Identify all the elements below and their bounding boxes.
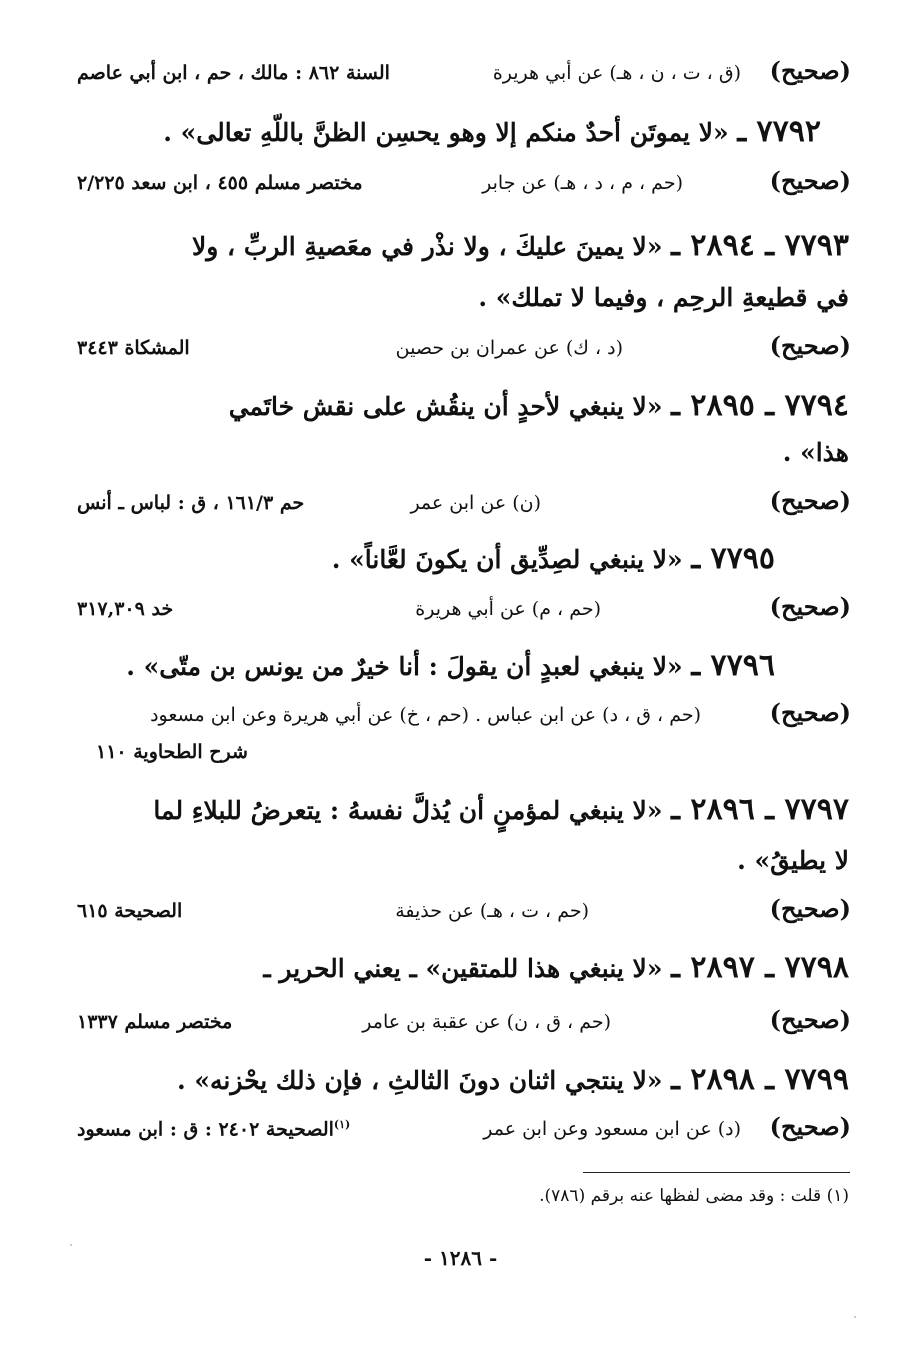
scan-speck xyxy=(70,1244,72,1246)
hadith-number: ٧٧٩٤ ـ ٢٨٩٥ ـ xyxy=(671,388,849,423)
hadith-entry xyxy=(89,228,849,263)
hadith-text: «لا يمينَ عليكَ ، ولا نذْر في معَصيةِ الربِّ ، ولا xyxy=(192,232,663,261)
footnote-marker: (١) xyxy=(333,1118,351,1131)
grade-label: (صحيح) xyxy=(769,486,851,515)
hadith-number: ٧٧٩٦ ـ xyxy=(691,648,775,683)
hadith-entry xyxy=(163,114,821,149)
source-references: خد ٣١٧,٣٠٩ xyxy=(77,598,174,620)
source-collectors: (د ، ك) عن عمران بن حصين xyxy=(395,337,623,359)
hadith-text-continuation: لا يطيقُ» . xyxy=(737,846,849,875)
grade-label: (صحيح) xyxy=(769,592,851,621)
hadith-text: «لا يموتَن أحدٌ منكم إلا وهو يحسِن الظنَّ باللّهِ تعالى» . xyxy=(163,118,729,147)
source-references: الصحيحة ٦١٥ xyxy=(77,900,183,922)
hadith-number: ٧٧٩٩ ـ ٢٨٩٨ ـ xyxy=(671,1062,849,1097)
source-collectors: (حم ، م) عن أبي هريرة xyxy=(415,598,601,620)
source-references: السنة ٨٦٢ : مالك ، حم ، ابن أبي عاصم xyxy=(77,62,390,84)
grade-label: (صحيح) xyxy=(769,698,851,727)
hadith-entry xyxy=(177,1062,849,1097)
source-collectors: (حم ، ت ، هـ) عن حذيفة xyxy=(395,900,589,922)
hadith-number: ٧٧٩٧ ـ ٢٨٩٦ ـ xyxy=(671,792,849,827)
grade-label: (صحيح) xyxy=(769,1005,851,1034)
source-references: مختصر مسلم ١٣٣٧ xyxy=(77,1011,233,1033)
grade-label: (صحيح) xyxy=(769,1112,851,1141)
hadith-text: «لا ينبغي هذا للمتقين» ـ يعني الحرير ـ xyxy=(263,954,663,983)
source-references: حم ١٦١/٣ ، ق : لباس ـ أنس xyxy=(77,492,305,514)
source-collectors: (ق ، ت ، ن ، هـ) عن أبي هريرة xyxy=(492,62,741,84)
footnote-divider xyxy=(583,1172,850,1173)
grade-label: (صحيح) xyxy=(769,894,851,923)
hadith-number: ٧٧٩٢ ـ xyxy=(737,114,821,149)
hadith-entry xyxy=(263,950,849,985)
source-references: شرح الطحاوية ١١٠ xyxy=(96,741,248,763)
hadith-number: ٧٧٩٥ ـ xyxy=(691,541,775,576)
hadith-entry xyxy=(89,792,849,827)
scan-speck xyxy=(854,1316,856,1318)
hadith-text: «لا ينبغي لعبدٍ أن يقولَ : أنا خيرٌ من يونس بن متّى» . xyxy=(126,652,683,681)
hadith-entry xyxy=(332,541,775,576)
source-collectors: (د) عن ابن مسعود وعن ابن عمر xyxy=(483,1118,741,1140)
grade-label: (صحيح) xyxy=(769,331,851,360)
source-collectors: (حم ، ق ، ن) عن عقبة بن عامر xyxy=(362,1011,611,1033)
source-references: $^{(١)}$الصحيحة ٢٤٠٢ : ق : ابن مسعود xyxy=(77,1118,351,1141)
source-collectors: (ن) عن ابن عمر xyxy=(410,492,541,514)
page-number: - ١٢٨٦ - xyxy=(423,1246,498,1270)
hadith-text: «لا ينبغي لأحدٍ أن ينقُش على نقش خاتَمي xyxy=(228,392,663,421)
hadith-text: «لا ينبغي لمؤمنٍ أن يُذلَّ نفسهُ : يتعرضُ للبلاءِ لما xyxy=(153,796,663,825)
source-references: مختصر مسلم ٤٥٥ ، ابن سعد ٢/٢٢٥ xyxy=(77,172,363,194)
hadith-number: ٧٧٩٣ ـ ٢٨٩٤ ـ xyxy=(671,228,849,263)
hadith-number: ٧٧٩٨ ـ ٢٨٩٧ ـ xyxy=(671,950,849,985)
hadith-entry xyxy=(126,648,775,683)
hadith-entry xyxy=(89,388,849,423)
source-collectors: (حم ، ق ، د) عن ابن عباس . (حم ، خ) عن أبي هريرة وعن ابن مسعود xyxy=(150,704,701,726)
source-collectors: (حم ، م ، د ، هـ) عن جابر xyxy=(482,172,683,194)
grade-label: (صحيح) xyxy=(769,166,851,195)
hadith-text: «لا ينتجي اثنان دونَ الثالثِ ، فإن ذلك يحْزنه» . xyxy=(176,1066,663,1095)
source-references: المشكاة ٣٤٤٣ xyxy=(77,337,190,359)
hadith-text: «لا ينبغي لصِدِّيق أن يكونَ لعَّاناً» . xyxy=(331,545,683,574)
footnote-text: (١) قلت : وقد مضى لفظها عنه برقم (٧٨٦). xyxy=(539,1186,849,1206)
grade-label: (صحيح) xyxy=(769,56,851,85)
hadith-text-continuation: هذا» . xyxy=(782,438,849,467)
hadith-text-continuation: في قطيعةِ الرحِم ، وفيما لا تملك» . xyxy=(478,283,849,312)
